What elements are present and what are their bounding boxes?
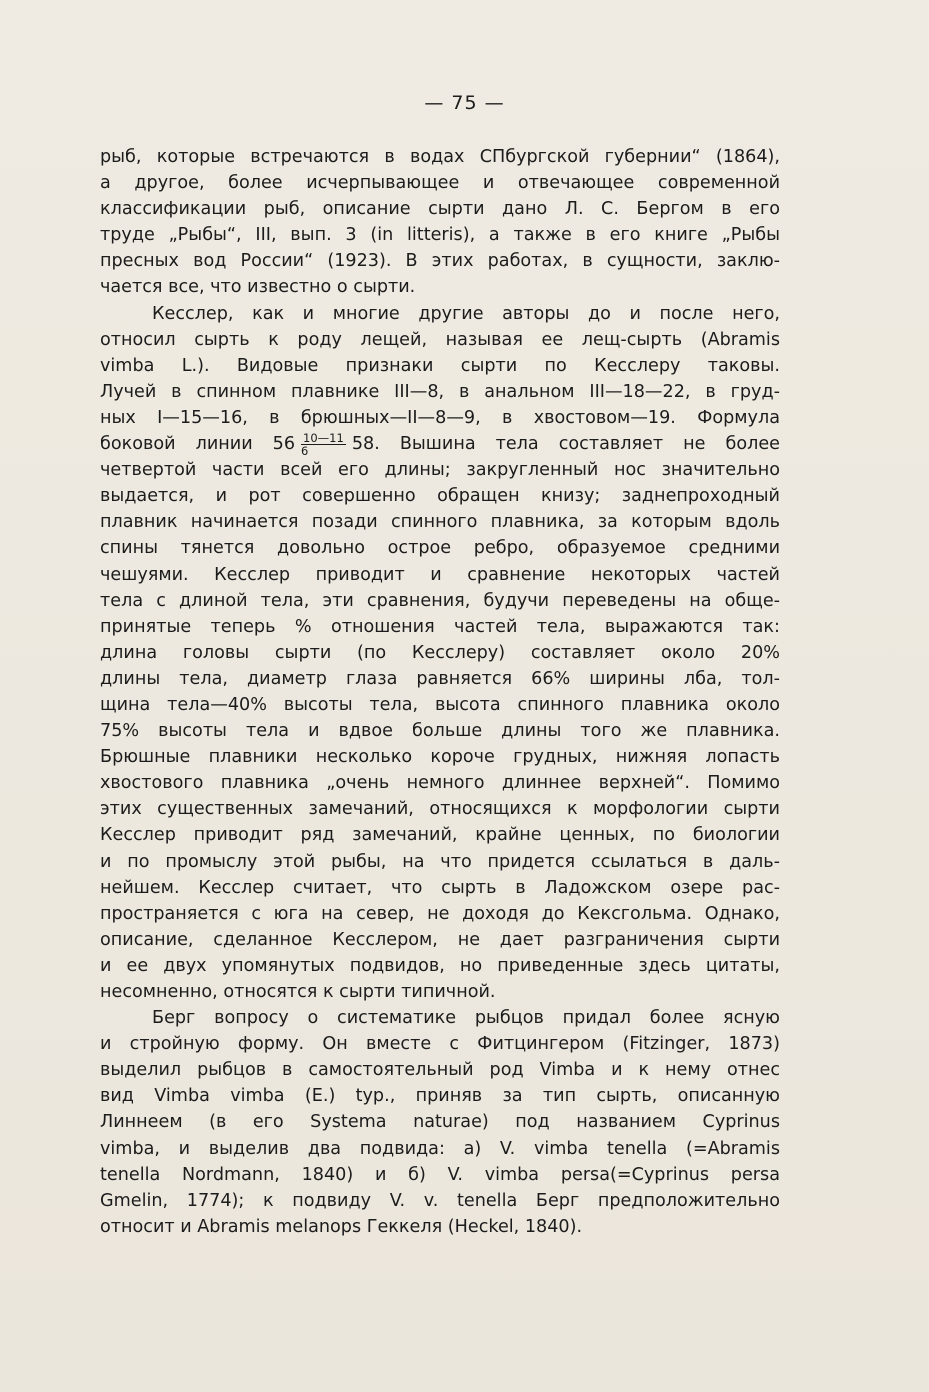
fraction-numerator: 10—11	[303, 430, 344, 445]
text-line: рыб, которые встречаются в водах СПбургской губернии“ (1864),	[100, 147, 780, 167]
text-line: пресных вод России“ (1923). В этих работах, в сущности, заклю-	[100, 251, 780, 272]
text-line: вид Vimba vimba (E.) typ., приняв за тип сырть, описанную	[100, 1086, 780, 1107]
text-line: плавник начинается позади спинного плавника, за которым вдоль	[100, 512, 780, 533]
text-line: нейшем. Кесслер считает, что сырть в Ладожском озере рас-	[100, 877, 780, 898]
text-line: несомненно, относятся к сырти типичной.	[100, 982, 496, 1002]
text-line: Кесслер приводит ряд замечаний, крайне ценных, по биологии	[100, 825, 780, 846]
text-line: Кесслер, как и многие другие авторы до и после него,	[152, 303, 780, 324]
text-line: 75% высоты тела и вдвое больше длины того же плавника.	[100, 721, 780, 742]
text-line: vimba L.). Видовые признаки сырти по Кесслеру таковы.	[100, 355, 780, 376]
text-line: а другое, более исчерпывающее и отвечающее современной	[100, 173, 780, 194]
text-line: чешуями. Кесслер приводит и сравнение некоторых частей	[100, 564, 780, 585]
text-line: tenella Nordmann, 1840) и б) V. vimba persa(=Cyprinus persa	[100, 1164, 780, 1185]
text-line: выдается, и рот совершенно обращен книзу; заднепроходный	[100, 486, 780, 507]
line-head: боковой линии 56	[100, 434, 296, 455]
text-line: длина головы сырти (по Кесслеру) составляет около 20%	[100, 642, 780, 663]
text-line: тела с длиной тела, эти сравнения, будучи переведены на обще-	[100, 590, 780, 611]
text-line: и ее двух упомянутых подвидов, но приведенные здесь цитаты,	[100, 955, 780, 976]
text-line: Брюшные плавники несколько короче грудных, нижняя лопасть	[100, 747, 780, 768]
text-line: Лучей в спинном плавнике III—8, в анальном III—18—22, в груд-	[100, 381, 780, 402]
text-line: Берг вопросу о систематике рыбцов придал более ясную	[152, 1008, 780, 1029]
text-line: и стройную форму. Он вместе с Фитцингером (Fitzinger, 1873)	[100, 1034, 780, 1055]
text-line: Линнеем (в его Systema naturae) под названием Cyprinus	[100, 1112, 780, 1133]
text-line: относит и Abramis melanops Геккеля (Heckel, 1840).	[100, 1216, 583, 1237]
text-line: четвертой части всей его длины; закругленный нос значительно	[100, 460, 780, 481]
line-tail: 58. Вышина тела составляет не более	[351, 434, 780, 455]
text-line: спины тянется довольно острое ребро, образуемое средними	[100, 538, 780, 559]
text-line: чается все, что известно о сырти.	[100, 277, 416, 298]
text-line: пространяется с юга на север, не доходя до Кексгольма. Однако,	[100, 903, 780, 924]
text-line: vimba, и выделив два подвида: a) V. vimba tenella (=Abramis	[100, 1138, 780, 1159]
text-line: и по промыслу этой рыбы, на что придется ссылаться в даль-	[100, 851, 780, 872]
text-line: ных I—15—16, в брюшных—II—8—9, в хвостовом—19. Формула	[100, 407, 780, 428]
text-line: длины тела, диаметр глаза равняется 66% ширины лба, тол-	[100, 668, 780, 689]
lateral-line-fraction	[301, 432, 346, 457]
text-line: принятые теперь % отношения частей тела, выражаются так:	[100, 616, 780, 637]
text-line: хвостового плавника „очень немного длиннее верхней“. Помимо	[100, 773, 780, 794]
fraction-denominator: 6	[301, 443, 309, 458]
text-line: классификации рыб, описание сырти дано Л. С. Бергом в его	[100, 199, 780, 220]
text-line: этих существенных замечаний, относящихся к морфологии сырти	[100, 799, 780, 820]
text-line: относил сырть к роду лещей, называя ее лещ-сырть (Abramis	[100, 329, 780, 350]
text-line-with-fraction	[100, 431, 780, 457]
body-text	[100, 144, 780, 1240]
text-line: Gmelin, 1774); к подвиду V. v. tenella Берг предположительно	[100, 1190, 780, 1211]
text-line: описание, сделанное Кесслером, не дает разграничения сырти	[100, 929, 780, 950]
text-line: труде „Рыбы“, III, вып. 3 (in litteris), а также в его книге „Рыбы	[100, 225, 780, 246]
text-line: выделил рыбцов в самостоятельный род Vimba и к нему отнес	[100, 1060, 780, 1081]
text-line: щина тела—40% высоты тела, высота спинного плавника около	[100, 694, 780, 715]
page-number: — 75 —	[424, 92, 505, 114]
